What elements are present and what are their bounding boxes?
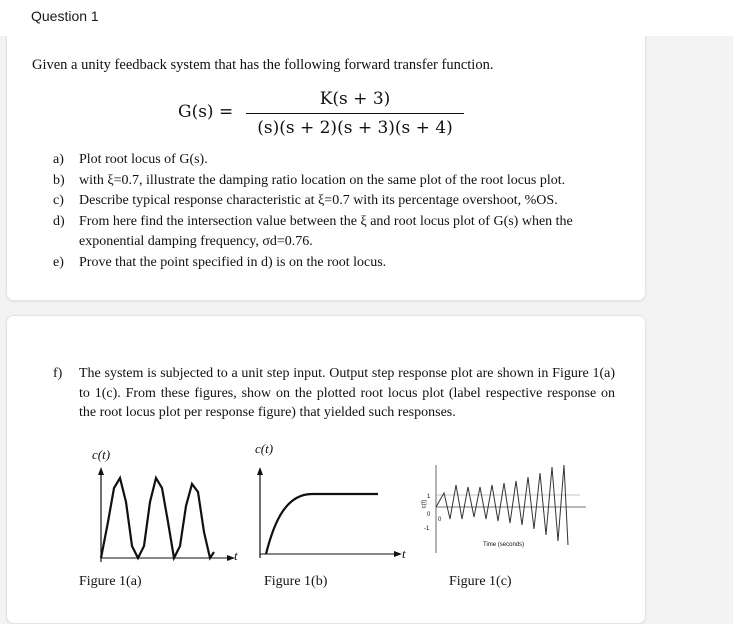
item-label: d) (53, 213, 65, 229)
item-label: f) (53, 366, 63, 381)
formula-fraction (246, 86, 464, 141)
item-text: The system is subjected to a unit step input. Output step response plot are shown in Figure 1(a) to 1(c). From these figures, show on the plotted root locus plot (label respective response on the root locus plot per response figure) that yielded such responses. (79, 366, 615, 420)
formula-lhs: G(s) = (178, 102, 234, 122)
fig-c-ytick-bot: -1 (424, 526, 430, 532)
list-item (53, 191, 623, 212)
question-title: Question 1 (31, 8, 99, 24)
question-list (53, 150, 623, 273)
list-item (53, 212, 623, 253)
item-label: b) (53, 172, 65, 188)
item-f (53, 364, 615, 423)
item-text: Plot root locus of G(s). (79, 152, 208, 167)
transfer-function (178, 86, 478, 142)
fig-c-ytick-mid: 0 (427, 512, 431, 518)
list-item (53, 150, 623, 171)
list-item (53, 253, 623, 274)
fig-b-ylabel: c(t) (255, 441, 274, 456)
formula-denominator: (s)(s + 2)(s + 3)(s + 4) (257, 118, 453, 138)
item-text: From here find the intersection value between the ξ and root locus plot of G(s) when the exponential damping frequency, σd=0.76. (79, 213, 573, 249)
fig-a-ylabel: c(t) (92, 447, 111, 462)
fig-b-caption: Figure 1(b) (264, 574, 328, 589)
fig-c-origin: 0 (438, 517, 442, 523)
item-label: e) (53, 254, 64, 270)
item-text: Describe typical response characteristic at ξ=0.7 with its percentage overshoot, %OS. (79, 193, 558, 208)
intro-text: Given a unity feedback system that has the following forward transfer function. (32, 57, 494, 73)
fig-c-ylabel: c(t) (421, 499, 428, 509)
item-text: with ξ=0.7, illustrate the damping ratio location on the same plot of the root locus plot. (79, 172, 566, 188)
formula-numerator: K(s + 3) (319, 89, 391, 109)
fig-c-ytick-top: 1 (427, 494, 431, 500)
fig-a-caption: Figure 1(a) (79, 574, 142, 589)
item-label: c) (53, 193, 64, 208)
question-header (0, 0, 733, 36)
list-item (53, 171, 623, 192)
fig-a-xlabel: t (234, 548, 238, 563)
fraction-bar (246, 113, 464, 114)
fig-c-caption: Figure 1(c) (449, 574, 512, 589)
figure-1a (90, 462, 240, 572)
figure-1b (252, 462, 407, 562)
item-label: a) (53, 152, 64, 167)
item-text: Prove that the point specified in d) is on the root locus. (79, 254, 387, 270)
fig-b-xlabel: t (402, 546, 406, 561)
fig-c-xlabel: Time (seconds) (483, 542, 525, 548)
